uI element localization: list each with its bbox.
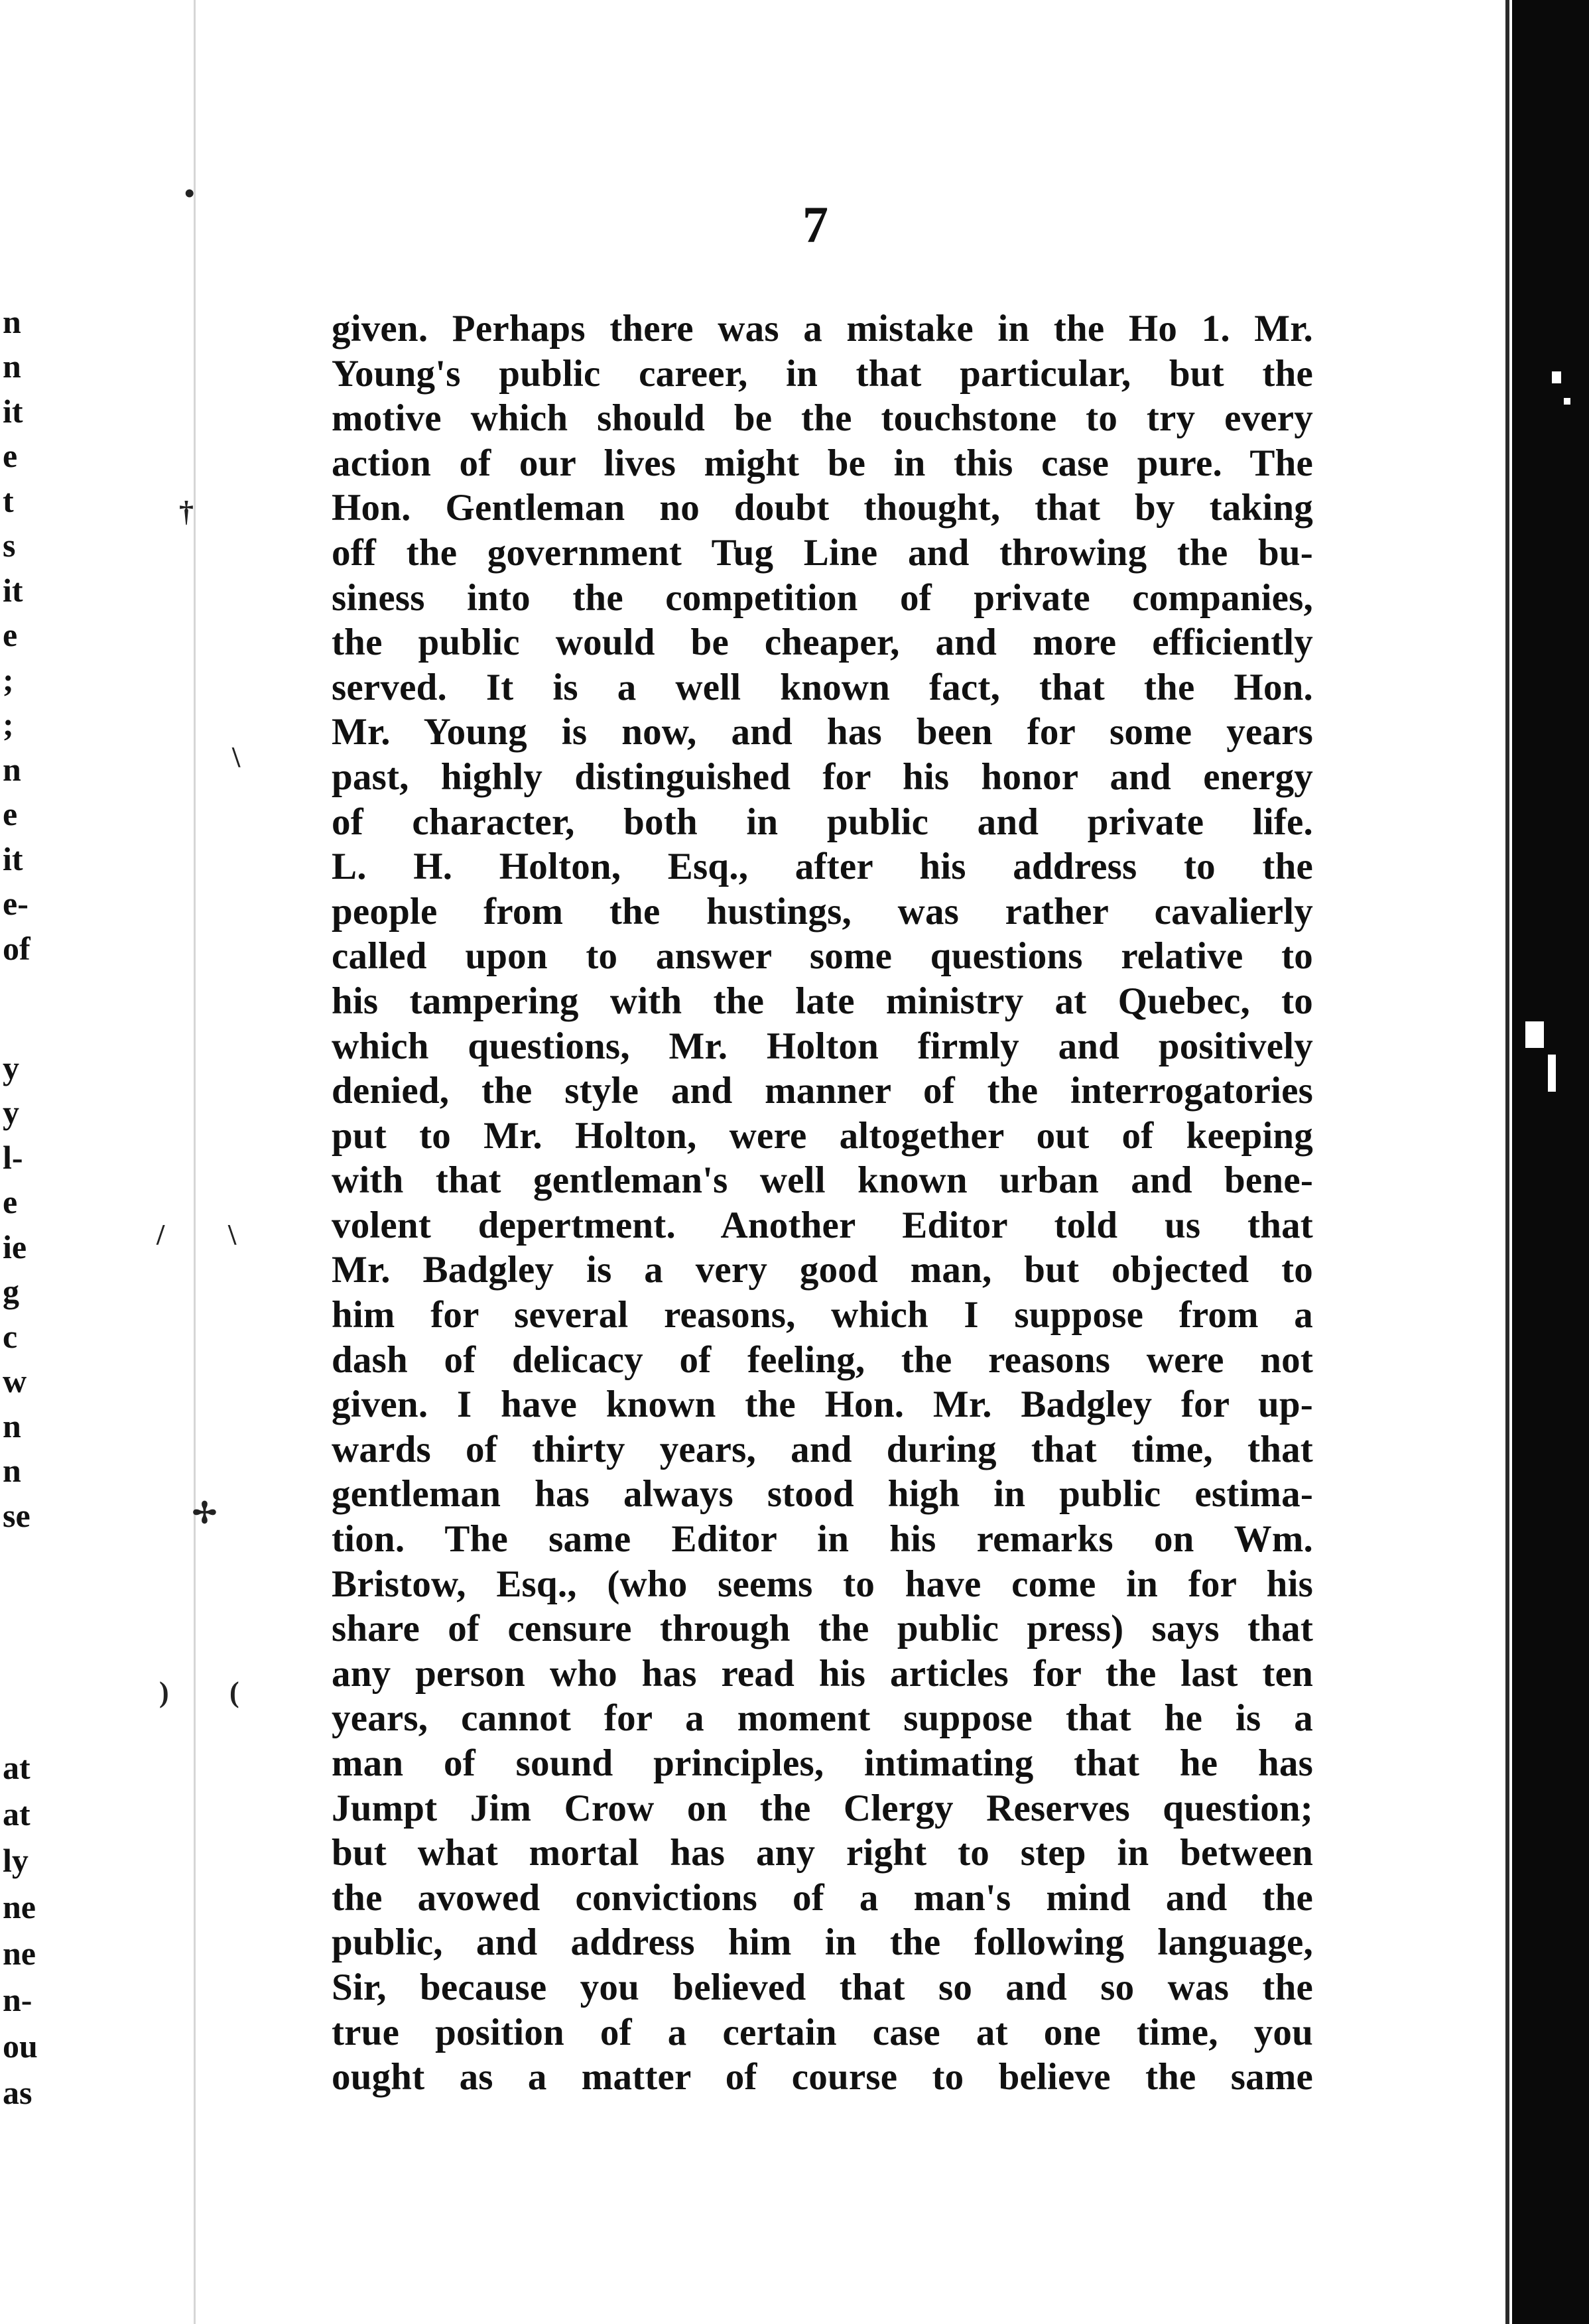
text-line: served. It is a well known fact, that the Hon. — [332, 666, 1313, 708]
margin-fragment: e- — [3, 885, 29, 922]
margin-fragment: n — [3, 303, 21, 340]
border-speck — [1525, 1021, 1544, 1048]
facing-page-fragments — [0, 0, 53, 2324]
margin-fragment: ne — [3, 1888, 36, 1925]
text-line: with that gentleman's well known urban and bene- — [332, 1159, 1313, 1202]
text-line: put to Mr. Holton, were altogether out of keeping — [332, 1114, 1313, 1157]
margin-fragment: it — [3, 840, 23, 877]
text-line: him for several reasons, which I suppose from a — [332, 1294, 1313, 1336]
text-line: Mr. Young is now, and has been for some years — [332, 711, 1313, 753]
text-line: off the government Tug Line and throwing the bu- — [332, 531, 1313, 574]
text-line: man of sound principles, intimating that he has — [332, 1742, 1313, 1784]
margin-fragment: l- — [3, 1139, 23, 1176]
margin-fragment: at — [3, 1795, 31, 1833]
margin-fragment: as — [3, 2074, 32, 2111]
margin-fragment: n — [3, 348, 21, 385]
text-line: action of our lives might be in this case pure. The — [332, 442, 1313, 484]
text-line: the avowed convictions of a man's mind and the — [332, 1876, 1313, 1919]
text-line: past, highly distinguished for his honor and energy — [332, 755, 1313, 798]
body-text — [332, 306, 1313, 2100]
margin-fragment: ne — [3, 1935, 36, 1972]
text-line: motive which should be the touchstone to try every — [332, 397, 1313, 440]
text-line: L. H. Holton, Esq., after his address to the — [332, 846, 1313, 888]
border-speck — [1548, 1055, 1556, 1092]
border-speck — [1564, 398, 1570, 405]
text-line: given. I have known the Hon. Mr. Badgley for up- — [332, 1384, 1313, 1426]
page-edge-line — [1505, 0, 1509, 2324]
margin-fragment: n — [3, 1407, 21, 1445]
margin-fragment: e — [3, 616, 18, 653]
margin-fragment: y — [3, 1094, 19, 1131]
text-line: Mr. Badgley is a very good man, but objected to — [332, 1249, 1313, 1291]
margin-fragment: t — [3, 482, 14, 519]
text-line: share of censure through the public press) says that — [332, 1608, 1313, 1650]
margin-fragment: n- — [3, 1981, 32, 2018]
text-line: Jumpt Jim Crow on the Clergy Reserves question; — [332, 1787, 1313, 1829]
text-line: siness into the competition of private companies, — [332, 576, 1313, 619]
margin-fragment: ly — [3, 1842, 29, 1879]
text-line: given. Perhaps there was a mistake in the Ho 1. Mr. — [332, 308, 1313, 350]
margin-fragment: ou — [3, 2028, 38, 2065]
margin-fragment: ; — [3, 706, 14, 743]
text-line: tion. The same Editor in his remarks on Wm. — [332, 1518, 1313, 1561]
ink-speck: ✢ — [192, 1497, 217, 1529]
border-speck — [1552, 371, 1561, 383]
margin-fragment: c — [3, 1318, 18, 1355]
ink-speck: \ — [228, 1218, 237, 1251]
text-line: gentleman has always stood high in public estima- — [332, 1473, 1313, 1516]
text-line: the public would be cheaper, and more efficiently — [332, 621, 1313, 664]
ink-speck: † — [179, 495, 194, 528]
text-line: wards of thirty years, and during that time, that — [332, 1428, 1313, 1470]
text-line: years, cannot for a moment suppose that he is a — [332, 1697, 1313, 1740]
margin-fragment: e — [3, 1183, 18, 1220]
margin-fragment: it — [3, 572, 23, 609]
margin-fragment: n — [3, 751, 21, 788]
margin-fragment: at — [3, 1749, 31, 1786]
text-line: called upon to answer some questions relative to — [332, 935, 1313, 978]
margin-fragment: it — [3, 393, 23, 430]
text-line: his tampering with the late ministry at Quebec, to — [332, 980, 1313, 1022]
margin-fragment: n — [3, 1452, 21, 1489]
ink-speck: ) — [159, 1676, 169, 1709]
page-number: 7 — [802, 196, 828, 253]
ink-speck: • — [184, 177, 195, 210]
text-line: true position of a certain case at one time, you — [332, 2011, 1313, 2053]
margin-fragment: ie — [3, 1228, 27, 1265]
text-line: ought as a matter of course to believe the same — [332, 2056, 1313, 2098]
ink-speck: / — [157, 1218, 165, 1251]
text-line: public, and address him in the following language, — [332, 1921, 1313, 1964]
scan-right-border — [1512, 0, 1589, 2324]
margin-fragment: w — [3, 1362, 27, 1399]
margin-fragment: y — [3, 1049, 19, 1086]
text-line: any person who has read his articles for the last ten — [332, 1652, 1313, 1695]
text-line: but what mortal has any right to step in between — [332, 1832, 1313, 1874]
text-line: Sir, because you believed that so and so was the — [332, 1966, 1313, 2008]
margin-fragment: e — [3, 795, 18, 832]
page-gutter-line — [194, 0, 196, 2324]
margin-fragment: of — [3, 930, 31, 967]
margin-fragment: g — [3, 1273, 19, 1310]
text-line: dash of delicacy of feeling, the reasons were not — [332, 1338, 1313, 1381]
text-line: Hon. Gentleman no doubt thought, that by taking — [332, 487, 1313, 529]
text-line: people from the hustings, was rather cavalierly — [332, 890, 1313, 933]
text-line: Bristow, Esq., (who seems to have come in for his — [332, 1563, 1313, 1605]
ink-speck: ( — [229, 1676, 239, 1709]
text-line: Young's public career, in that particular, but the — [332, 352, 1313, 395]
text-line: of character, both in public and private life. — [332, 801, 1313, 843]
text-line: which questions, Mr. Holton firmly and positively — [332, 1025, 1313, 1067]
margin-fragment: s — [3, 527, 16, 564]
text-line: denied, the style and manner of the interrogatories — [332, 1070, 1313, 1112]
margin-fragment: se — [3, 1497, 31, 1534]
text-line: volent depertment. Another Editor told us that — [332, 1204, 1313, 1246]
ink-speck: \ — [232, 741, 241, 773]
margin-fragment: ; — [3, 661, 14, 698]
margin-fragment: e — [3, 437, 18, 474]
